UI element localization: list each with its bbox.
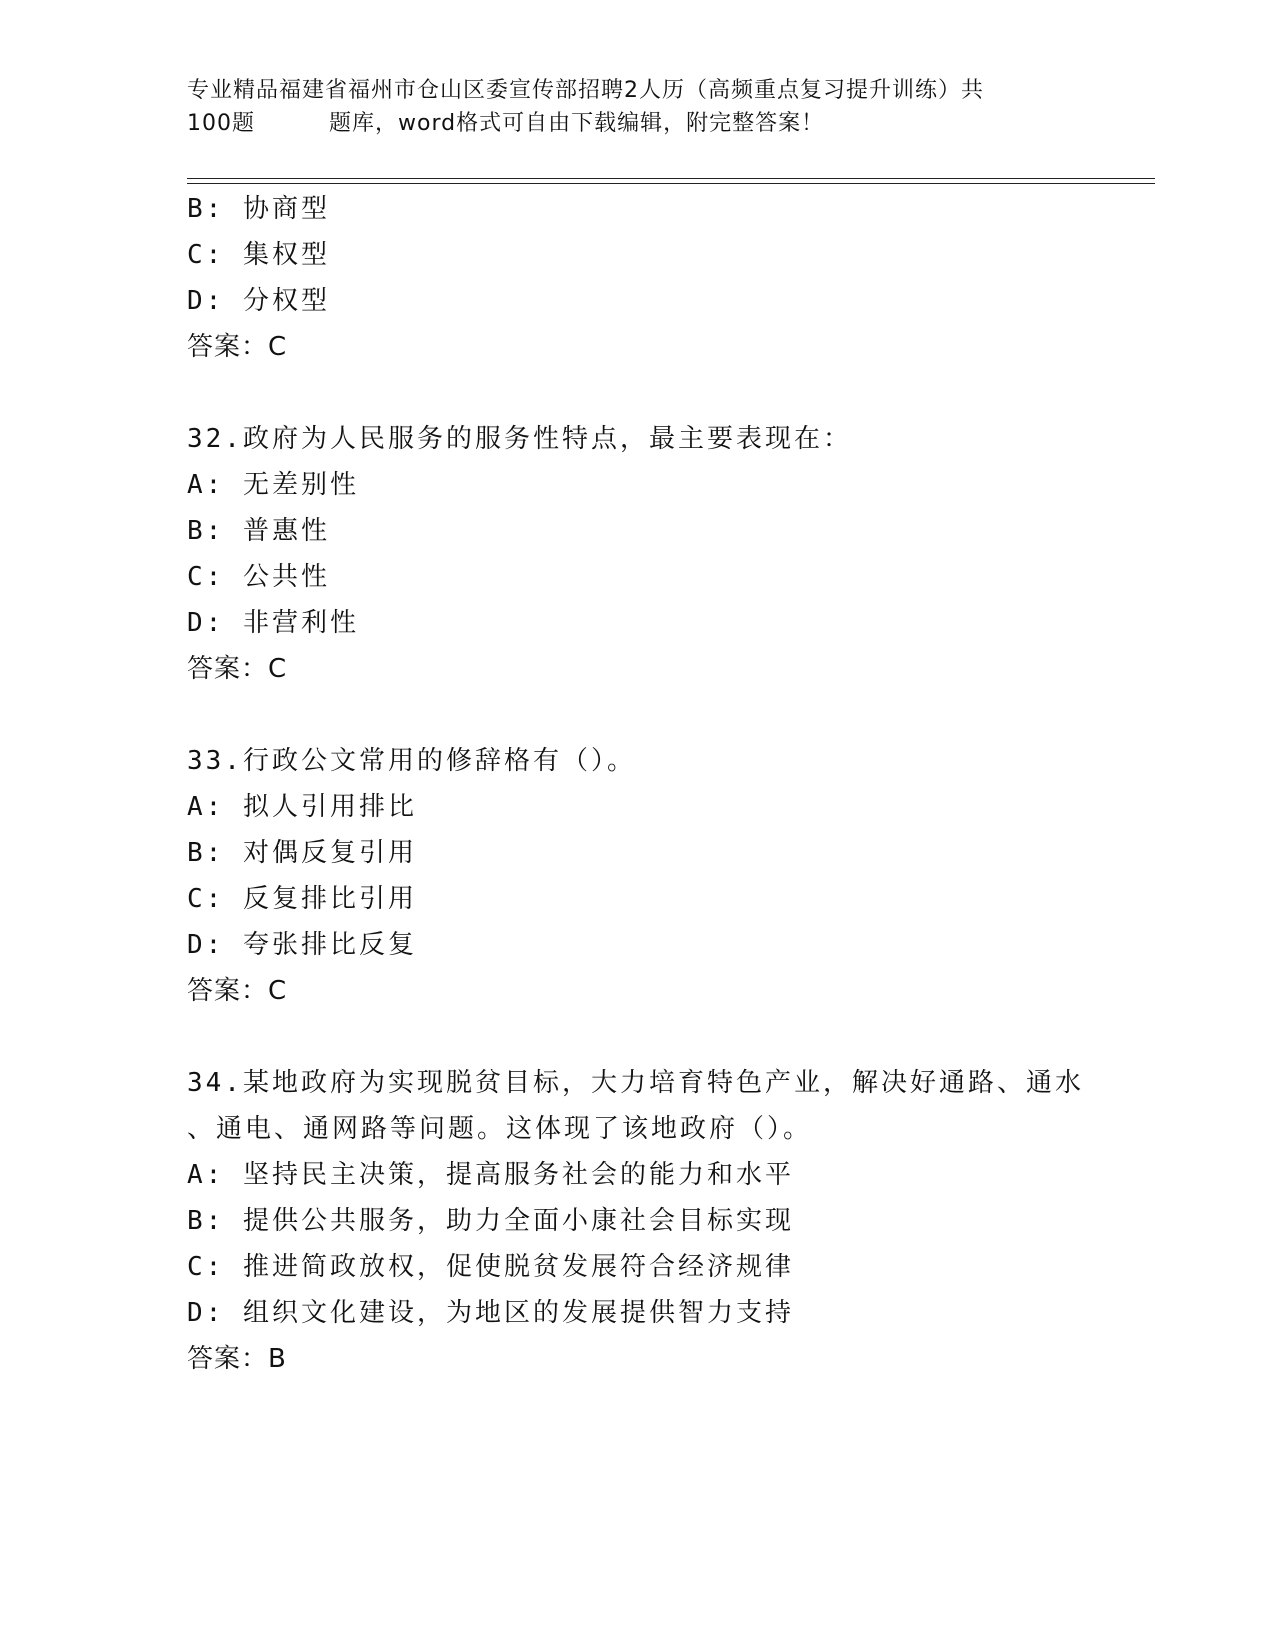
header-title-line2 [187, 107, 1087, 140]
question-stem-line1: 34.某地政府为实现脱贫目标，大力培育特色产业，解决好通路、通水 [187, 1068, 1084, 1098]
question-34 [187, 1060, 1147, 1382]
question-32 [187, 416, 1147, 692]
option-d: D: 分权型 [187, 286, 330, 316]
option-d: D: 非营利性 [187, 608, 359, 638]
question-31-tail [187, 186, 1147, 370]
option-d: D: 组织文化建设，为地区的发展提供智力支持 [187, 1298, 794, 1328]
option-a: A: 拟人引用排比 [187, 792, 417, 822]
option-b: B: 协商型 [187, 194, 330, 224]
spacer [187, 692, 1147, 738]
header-divider-top [187, 178, 1155, 179]
header-question-count: 100题 [187, 111, 255, 136]
option-b: B: 对偶反复引用 [187, 838, 417, 868]
option-d: D: 夸张排比反复 [187, 930, 417, 960]
spacer [187, 370, 1147, 416]
option-c: C: 反复排比引用 [187, 884, 417, 914]
question-stem: 32.政府为人民服务的服务性特点，最主要表现在： [187, 424, 852, 454]
question-stem-line2: 、通电、通网路等问题。这体现了该地政府（）。 [187, 1114, 813, 1144]
option-c: C: 集权型 [187, 240, 330, 270]
answer: 答案：C [187, 332, 288, 362]
document-header [187, 74, 1087, 140]
option-b: B: 提供公共服务，助力全面小康社会目标实现 [187, 1206, 794, 1236]
header-divider-bottom [187, 183, 1155, 184]
option-c: C: 推进简政放权，促使脱贫发展符合经济规律 [187, 1252, 794, 1282]
answer: 答案：C [187, 654, 288, 684]
answer: 答案：B [187, 1344, 287, 1374]
header-description: 题库，word格式可自由下载编辑，附完整答案！ [329, 111, 825, 136]
option-a: A: 坚持民主决策，提高服务社会的能力和水平 [187, 1160, 794, 1190]
option-b: B: 普惠性 [187, 516, 330, 546]
option-c: C: 公共性 [187, 562, 330, 592]
header-title-line1: 专业精品福建省福州市仓山区委宣传部招聘2人历（高频重点复习提升训练）共 [187, 78, 984, 103]
option-a: A: 无差别性 [187, 470, 359, 500]
spacer [187, 1014, 1147, 1060]
answer: 答案：C [187, 976, 288, 1006]
question-list [187, 186, 1147, 1382]
question-33 [187, 738, 1147, 1014]
question-stem: 33.行政公文常用的修辞格有（）。 [187, 746, 636, 776]
